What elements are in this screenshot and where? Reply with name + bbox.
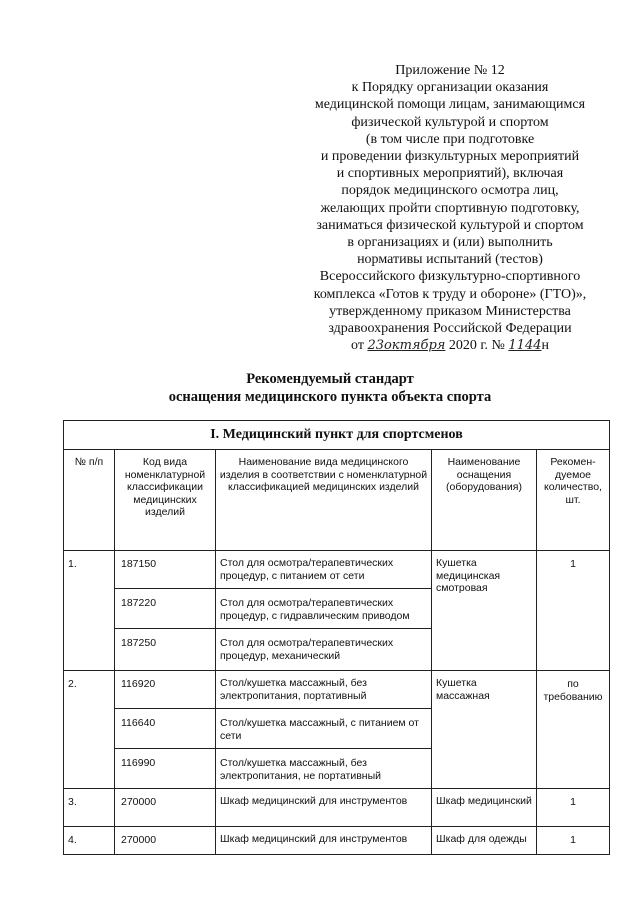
handwritten-date: 23октября	[367, 338, 446, 354]
title-line-2: оснащения медицинского пункта объекта спорта	[168, 389, 492, 405]
annex-line: медицинской помощи лицам, занимающимся	[314, 97, 586, 113]
row-equipment: Шкаф медицинский	[432, 789, 537, 827]
annex-line: Приложение № 12	[395, 63, 505, 78]
header-row	[64, 450, 610, 551]
row-num: 1.	[64, 551, 115, 671]
row-code: 116920	[115, 671, 216, 709]
order-year: 2020 г. №	[448, 338, 505, 354]
row-equipment: Шкаф для одежды	[432, 827, 537, 855]
row-device: Шкаф медицинский для инструментов	[216, 789, 432, 827]
section-title: I. Медицинский пункт для спортсменов	[64, 421, 610, 450]
table-row	[64, 827, 610, 855]
document-title	[60, 370, 600, 406]
row-num: 4.	[64, 827, 115, 855]
row-num: 2.	[64, 671, 115, 789]
row-device: Стол для осмотра/терапевтических процедур, механический	[216, 629, 432, 671]
row-num: 3.	[64, 789, 115, 827]
row-device: Стол для осмотра/терапевтических процедур, с питанием от сети	[216, 551, 432, 589]
annex-line: утвержденному приказом Министерства	[329, 303, 571, 319]
header-device: Наименование вида медицинского изделия в соответствии с номенклатурной классификацией медицинских изделий	[216, 450, 432, 551]
row-device: Стол/кушетка массажный, без электропитания, не портативный	[216, 749, 432, 789]
annex-line: порядок медицинского осмотра лиц,	[341, 183, 559, 199]
table-row	[64, 551, 610, 589]
equipment-table	[63, 420, 610, 855]
section-row	[64, 421, 610, 450]
annex-line: (в том числе при подготовке	[365, 131, 535, 147]
order-line	[290, 337, 610, 354]
row-device: Стол/кушетка массажный, без электропитания, портативный	[216, 671, 432, 709]
row-code: 270000	[115, 789, 216, 827]
row-device: Стол/кушетка массажный, с питанием от сети	[216, 709, 432, 749]
annex-header	[290, 62, 610, 354]
annex-line: и проведении физкультурных мероприятий	[320, 149, 580, 165]
annex-line: Всероссийского физкультурно-спортивного	[319, 269, 581, 285]
row-code: 270000	[115, 827, 216, 855]
table-row	[64, 671, 610, 709]
annex-line: физической культурой и спортом	[351, 114, 549, 130]
row-code: 116640	[115, 709, 216, 749]
row-code: 116990	[115, 749, 216, 789]
handwritten-number: 1144	[508, 338, 542, 354]
annex-line: желающих пройти спортивную подготовку,	[320, 200, 580, 216]
row-qty: 1	[537, 551, 610, 671]
header-num: № п/п	[64, 450, 115, 551]
row-device: Шкаф медицинский для инструментов	[216, 827, 432, 855]
order-suffix: н	[541, 338, 549, 354]
annex-line: к Порядку организации оказания	[351, 80, 549, 96]
row-qty: по требованию	[537, 671, 610, 789]
row-equipment: Кушетка медицинская смотровая	[432, 551, 537, 671]
row-code: 187250	[115, 629, 216, 671]
row-equipment: Кушетка массажная	[432, 671, 537, 789]
annex-line: в организациях и (или) выполнить	[347, 235, 553, 251]
row-code: 187220	[115, 589, 216, 629]
header-qty: Рекомен- дуемое количество, шт.	[537, 450, 610, 551]
table-row	[64, 789, 610, 827]
annex-line: здравоохранения Российской Федерации	[328, 321, 572, 337]
annex-line: нормативы испытаний (тестов)	[357, 252, 543, 268]
row-qty: 1	[537, 827, 610, 855]
row-qty: 1	[537, 789, 610, 827]
header-equipment: Наименование оснащения (оборудования)	[432, 450, 537, 551]
order-prefix: от	[351, 338, 364, 354]
row-code: 187150	[115, 551, 216, 589]
annex-line: заниматься физической культурой и спортом	[316, 217, 584, 233]
row-device: Стол для осмотра/терапевтических процедур, с гидравлическим приводом	[216, 589, 432, 629]
annex-line: комплекса «Готов к труду и обороне» (ГТО)»,	[313, 286, 587, 302]
header-code: Код вида номенклатурной классификации медицинских изделий	[115, 450, 216, 551]
annex-line: и спортивных мероприятий), включая	[336, 166, 564, 182]
title-line-1: Рекомендуемый стандарт	[246, 371, 414, 387]
